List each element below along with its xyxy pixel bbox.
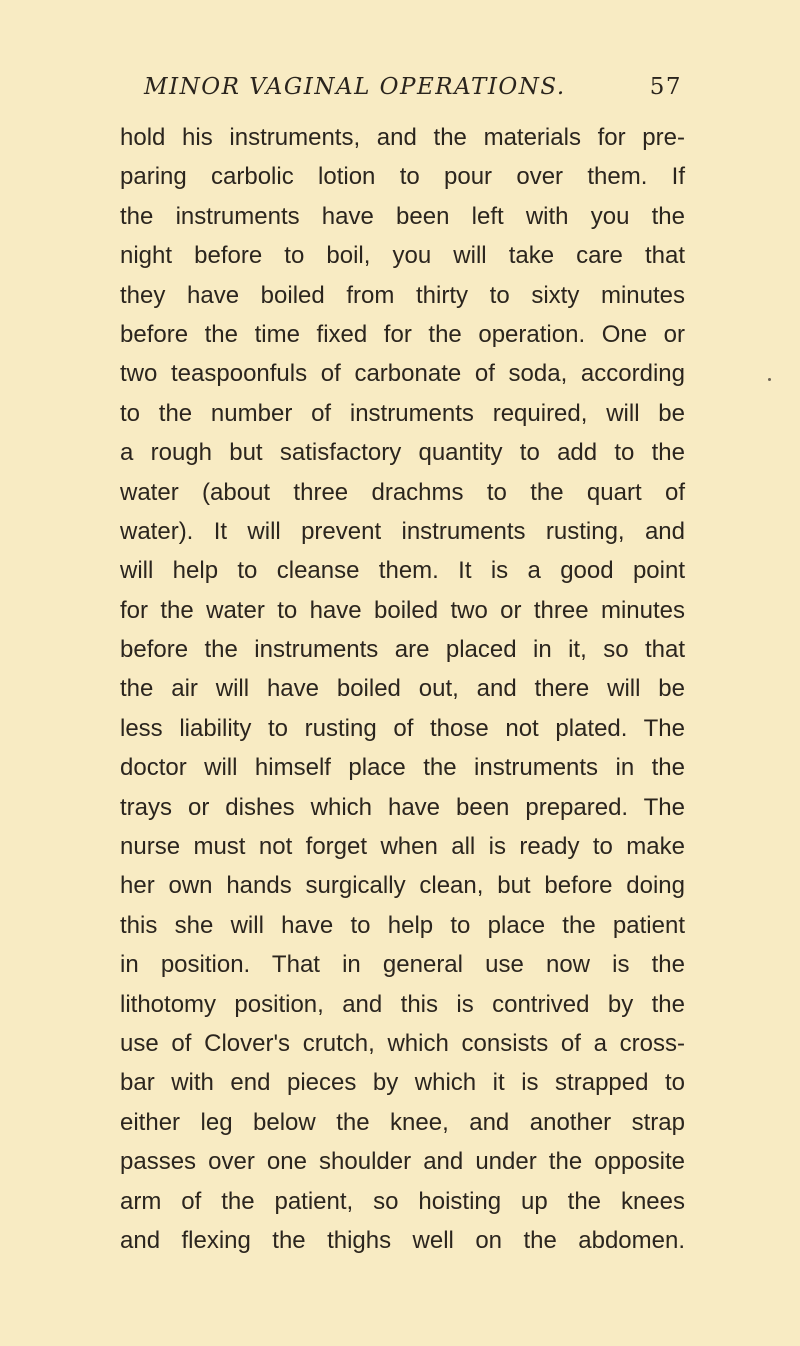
text-line: in position. That in general use now is the <box>120 951 685 979</box>
text-line: water). It will prevent instruments rusting, and <box>120 517 685 545</box>
text-line: the air will have boiled out, and there will be <box>120 675 685 703</box>
page-number: 57 <box>649 74 682 100</box>
text-line: two teaspoonfuls of carbonate of soda, according <box>120 360 685 388</box>
text-line: water (about three drachms to the quart of <box>120 478 685 506</box>
text-line: they have boiled from thirty to sixty minutes <box>120 281 685 309</box>
text-line: doctor will himself place the instruments in the <box>120 754 685 782</box>
text-line: will help to cleanse them. It is a good point <box>120 557 685 585</box>
running-head-title: MINOR VAGINAL OPERATIONS. <box>144 74 566 100</box>
body-text <box>120 118 685 1260</box>
text-line: paring carbolic lotion to pour over them. If <box>120 163 685 191</box>
text-line: use of Clover's crutch, which consists of a cross- <box>120 1029 685 1057</box>
text-line: less liability to rusting of those not plated. The <box>120 714 685 742</box>
text-line: arm of the patient, so hoisting up the knees <box>120 1187 685 1215</box>
text-line: lithotomy position, and this is contrived by the <box>120 990 685 1018</box>
text-line: hold his instruments, and the materials for pre- <box>120 124 685 151</box>
text-line: bar with end pieces by which it is strapped to <box>120 1069 685 1097</box>
text-line: either leg below the knee, and another strap <box>120 1108 685 1136</box>
text-line: and flexing the thighs well on the abdomen. <box>120 1226 685 1254</box>
text-line: before the instruments are placed in it, so that <box>120 636 685 664</box>
text-line: this she will have to help to place the patient <box>120 911 685 939</box>
text-line: passes over one shoulder and under the opposite <box>120 1148 685 1176</box>
text-line: to the number of instruments required, will be <box>120 399 685 427</box>
running-head <box>122 74 682 114</box>
text-line: before the time fixed for the operation. One or <box>120 320 685 348</box>
text-line: nurse must not forget when all is ready to make <box>120 833 685 861</box>
text-line: the instruments have been left with you the <box>120 202 685 230</box>
text-line: a rough but satisfactory quantity to add to the <box>120 439 685 467</box>
text-line: her own hands surgically clean, but before doing <box>120 872 685 900</box>
margin-speck <box>768 378 771 381</box>
text-line: for the water to have boiled two or three minutes <box>120 596 685 624</box>
text-line: trays or dishes which have been prepared. The <box>120 793 685 821</box>
text-line: night before to boil, you will take care that <box>120 242 685 270</box>
